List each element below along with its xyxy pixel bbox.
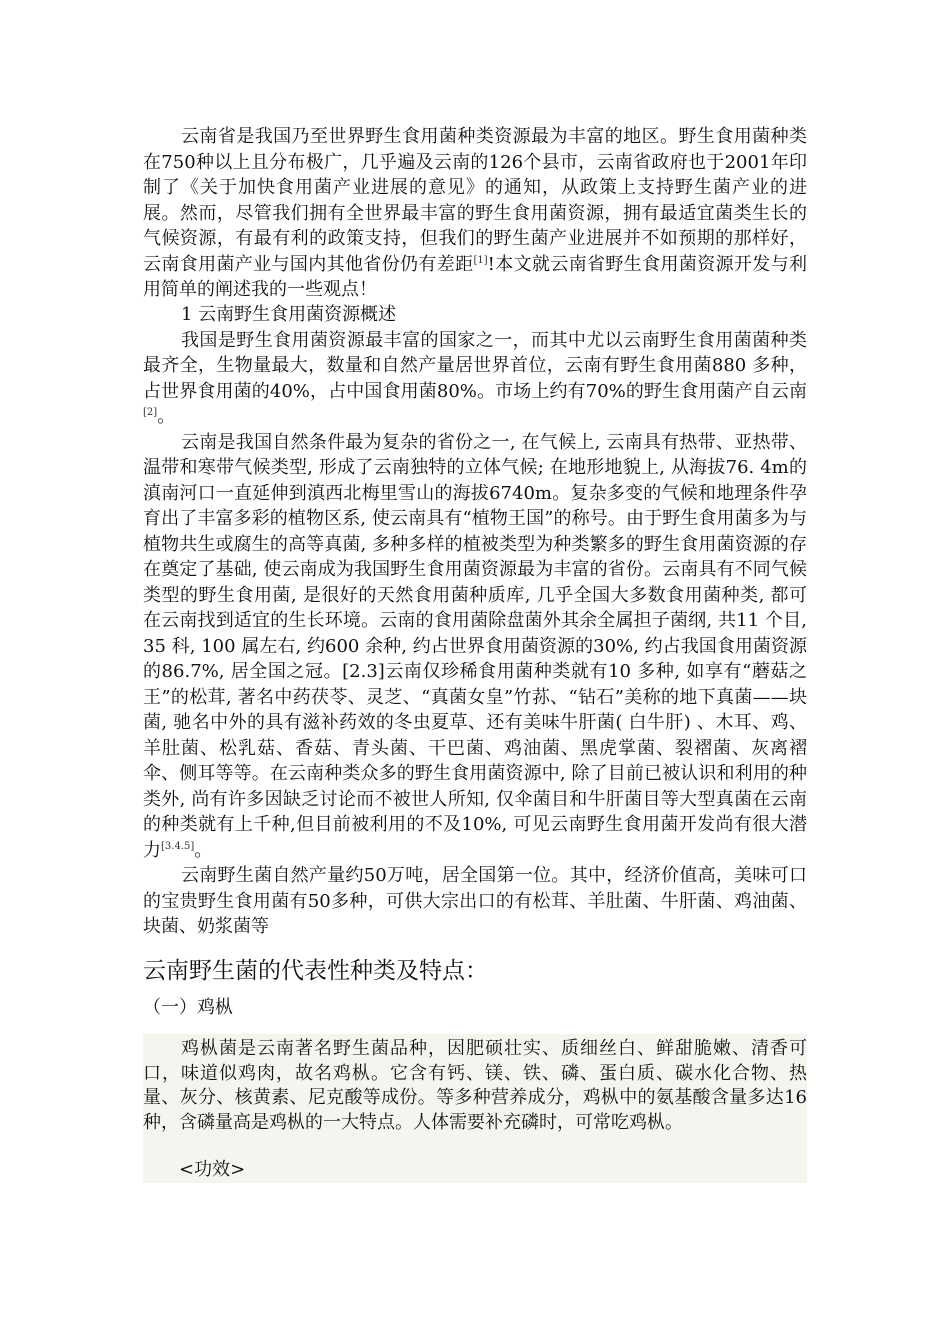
citation-2: [2] <box>143 407 158 418</box>
section-1-paragraph-3: 云南野生菌自然产量约50万吨，居全国第一位。其中，经济价值高，美味可口的宝贵野生食用菌有50多种，可供大宗出口的有松茸、羊肚菌、牛肝菌、鸡油菌、块菌、奶浆菌等 <box>143 865 807 937</box>
section-1-heading: 1 云南野生食用菌资源概述 <box>181 304 397 325</box>
section-1-paragraph-2-text: 云南是我国自然条件最为复杂的省份之一, 在气候上, 云南具有热带、亚热带、温带和寒带气候类型, 形成了云南独特的立体气候; 在地形地貌上, 从海拔76. 4m的滇南河口一直延伸到滇西北梅里雪山的海拔6740m。复杂多变的气候和地理条件孕育出了丰富多彩的植物区系, 使云南具有“植物王国”的称号。由于野生食用菌多为与植物共生或腐生的高等真菌, 多种多样的植被类型为种类繁多的野生食用菌资源的存在奠定了基础, 使云南成为我国野生食用菌资源最为丰富的省份。云南具有不同气候类型的野生食用菌, 是很好的天然食用菌种质库, 几乎全国大多数食用菌种类, 都可在云南找到适宜的生长环境。云南的食用菌除盘菌外其余全属担子菌纲, 共11 个目, 35 科, 100 属左右, 约600 余种, 约占世界食用菌资源的30%, 约占我国食用菌资源的86.7%, 居全国之冠。[2.3]云南仅珍稀食用菌种类就有10 多种, 如享有“蘑菇之王”的松茸, 著名中药茯苓、灵芝、“真菌女皇”竹荪、“钻石”美称的地下真菌——块菌, 驰名中外的具有滋补药效的冬虫夏草、还有美味牛肝菌( 白牛肝) 、木耳、鸡、羊肚菌、松乳菇、香菇、青头菌、干巴菌、鸡油菌、黑虎掌菌、裂褶菌、灰离褶伞、侧耳等等。在云南种类众多的野生食用菌资源中, 除了目前已被认识和利用的种类外, 尚有许多因缺乏讨论而不被世人所知, 仅伞菌目和牛肝菌目等大型真菌在云南的种类就有上千种,但目前被利用的不及10%, 可见云南野生食用菌开发尚有很大潜力 <box>143 431 807 861</box>
section-2-heading: 云南野生菌的代表性种类及特点： <box>143 958 488 984</box>
section-1 <box>143 302 807 940</box>
section-1-paragraph-2 <box>143 430 807 864</box>
jizong-paragraph: 鸡枞菌是云南著名野生菌品种，因肥硕壮实、质细丝白、鲜甜脆嫩、清香可口，味道似鸡肉，故名鸡枞。它含有钙、镁、铁、磷、蛋白质、碳水化合物、热量、灰分、核黄素、尼克酸等成份。等多种营养成分，鸡枞中的氨基酸含量多达16种，含磷量高是鸡枞的一大特点。人体需要补充磷时，可常吃鸡枞。 <box>143 1038 807 1133</box>
citation-1: [1] <box>473 254 488 266</box>
jizong-section <box>143 1034 807 1183</box>
section-1-paragraph-1-text: 我国是野生食用菌资源最丰富的国家之一，而其中尤以云南野生食用菌菌种类最齐全，生物量最大，数量和自然产量居世界首位，云南有野生食用菌880 多种，占世界食用菌的40%，占中国食用菌80%。市场上约有70%的野生食用菌产自云南 <box>143 329 807 402</box>
section-1-paragraph-2-end: 。 <box>194 839 213 861</box>
citation-3-4-5: [3.4.5] <box>161 840 195 852</box>
sub-heading-block <box>143 996 807 1020</box>
sub-heading-jizong: （一）鸡枞 <box>143 997 233 1018</box>
section-1-paragraph-1 <box>143 328 807 430</box>
intro-paragraph <box>143 124 807 303</box>
section-1-paragraph-1-end: 。 <box>157 406 176 427</box>
section-2-heading-block <box>143 956 807 986</box>
intro-text-end: !本文就云南省野生食用菌资源开发与利用简单的阐述我的一些观点！ <box>143 253 808 300</box>
intro-text: 云南省是我国乃至世界野生食用菌种类资源最为丰富的地区。野生食用菌种类在750种以上且分布极广，几乎遍及云南的126个县市，云南省政府也于2001年印制了《关于加快食用菌产业进展的意见》的通知，从政策上支持野生菌产业的进展。然而，尽管我们拥有全世界最丰富的野生食用菌资源，拥有最适宜菌类生长的气候资源，有最有利的政策支持，但我们的野生菌产业进展并不如预期的那样好，云南食用菌产业与国内其他省份仍有差距 <box>143 126 807 275</box>
efficacy-label: <功效> <box>179 1159 246 1180</box>
intro-paragraph-block <box>143 124 807 303</box>
